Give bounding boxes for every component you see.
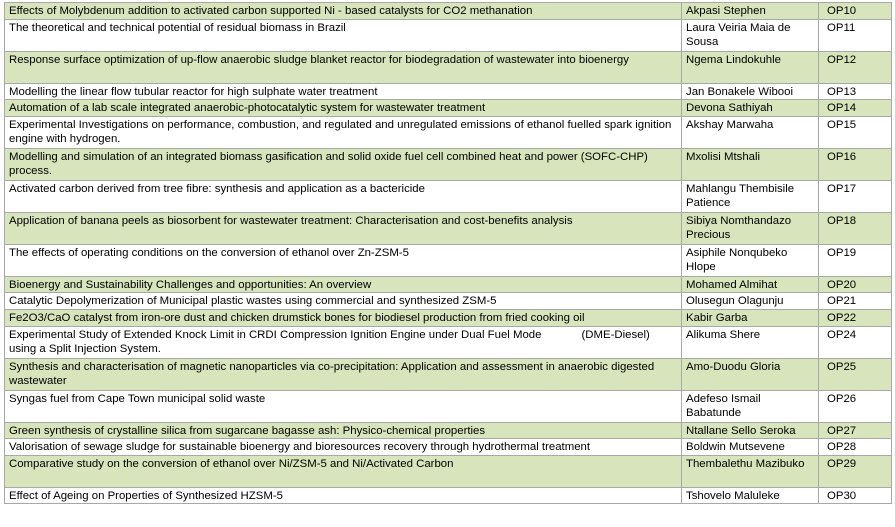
presenter-name: Ngema Lindokuhle (682, 51, 819, 83)
presenter-name: Akshay Marwaha (682, 116, 819, 148)
table-row (5, 19, 892, 51)
table-row (5, 83, 892, 100)
paper-title-part-2: (DME-Diesel) using a Split Injection System. (9, 328, 650, 356)
paper-title: Modelling the linear flow tubular reactor for high sulphate water treatment (5, 83, 682, 100)
presenter-name: Alikuma Shere (682, 326, 819, 358)
presentation-code: OP22 (819, 309, 892, 326)
table-row (5, 439, 892, 456)
presentation-code: OP10 (819, 3, 892, 20)
paper-title: Effects of Molybdenum addition to activated carbon supported Ni - based catalysts for CO2 methanation (5, 3, 682, 20)
presenter-name: Mxolisi Mtshali (682, 148, 819, 180)
presentation-code: OP15 (819, 116, 892, 148)
presenter-name: Boldwin Mutsevene (682, 439, 819, 456)
paper-title: Bioenergy and Sustainability Challenges and opportunities: An overview (5, 276, 682, 293)
table-row (5, 100, 892, 117)
table-row (5, 487, 892, 504)
paper-title: Activated carbon derived from tree fibre: synthesis and application as a bactericide (5, 180, 682, 212)
presenter-name: Kabir Garba (682, 309, 819, 326)
table-row (5, 212, 892, 244)
presenter-name: Mohamed Almihat (682, 276, 819, 293)
presentation-code: OP26 (819, 390, 892, 422)
table-row (5, 244, 892, 276)
paper-title: Automation of a lab scale integrated anaerobic-photocatalytic system for wastewater treatment (5, 100, 682, 117)
presenter-name: Tshovelo Maluleke (682, 487, 819, 504)
presentation-code: OP12 (819, 51, 892, 83)
presentation-code: OP27 (819, 422, 892, 439)
table-row (5, 148, 892, 180)
paper-title: Comparative study on the conversion of ethanol over Ni/ZSM-5 and Ni/Activated Carbon (5, 455, 682, 487)
table-row (5, 51, 892, 83)
presenter-name: Ntallane Sello Seroka (682, 422, 819, 439)
presentation-code: OP18 (819, 212, 892, 244)
paper-title: Synthesis and characterisation of magnetic nanoparticles via co-precipitation: Application and assessment in anaerobic digested wastewater (5, 358, 682, 390)
presentation-schedule-table (4, 2, 892, 504)
presenter-name: Laura Veiria Maia de Sousa (682, 19, 819, 51)
presenter-name: Amo-Duodu Gloria (682, 358, 819, 390)
presentation-code: OP13 (819, 83, 892, 100)
paper-title: Experimental Investigations on performance, combustion, and regulated and unregulated emissions of ethanol fuelled spark ignition engine with hydrogen. (5, 116, 682, 148)
presenter-name: Asiphile Nonqubeko Hlope (682, 244, 819, 276)
paper-title (5, 326, 682, 358)
table-row (5, 180, 892, 212)
presentation-code: OP11 (819, 19, 892, 51)
presenter-name: Devona Sathiyah (682, 100, 819, 117)
paper-title: Fe2O3/CaO catalyst from iron-ore dust and chicken drumstick bones for biodiesel production from fried cooking oil (5, 309, 682, 326)
presentation-code: OP16 (819, 148, 892, 180)
presentation-code: OP28 (819, 439, 892, 456)
paper-title: The theoretical and technical potential of residual biomass in Brazil (5, 19, 682, 51)
presentation-code: OP30 (819, 487, 892, 504)
table-row (5, 326, 892, 358)
presenter-name: Jan Bonakele Wibooi (682, 83, 819, 100)
presentation-code: OP14 (819, 100, 892, 117)
presentation-code: OP21 (819, 293, 892, 310)
presenter-name: Sibiya Nomthandazo Precious (682, 212, 819, 244)
table-row (5, 276, 892, 293)
paper-title: Application of banana peels as biosorbent for wastewater treatment: Characterisation and cost-benefits analysis (5, 212, 682, 244)
presenter-name: Mahlangu Thembisile Patience (682, 180, 819, 212)
presentation-code: OP17 (819, 180, 892, 212)
table-row (5, 116, 892, 148)
paper-title: Syngas fuel from Cape Town municipal solid waste (5, 390, 682, 422)
paper-title: Catalytic Depolymerization of Municipal plastic wastes using commercial and synthesized ZSM-5 (5, 293, 682, 310)
table-row (5, 422, 892, 439)
table-row (5, 358, 892, 390)
paper-title-part-1: Experimental Study of Extended Knock Limit in CRDI Compression Ignition Engine under Dual Fuel Mode (9, 328, 542, 341)
paper-title: Green synthesis of crystalline silica from sugarcane bagasse ash: Physico-chemical properties (5, 422, 682, 439)
presenter-name: Akpasi Stephen (682, 3, 819, 20)
table-row (5, 455, 892, 487)
paper-title: Response surface optimization of up-flow anaerobic sludge blanket reactor for biodegradation of wastewater into bioenergy (5, 51, 682, 83)
table-row (5, 293, 892, 310)
table-row (5, 3, 892, 20)
paper-title: Modelling and simulation of an integrated biomass gasification and solid oxide fuel cell combined heat and power (SOFC-CHP) process. (5, 148, 682, 180)
presenter-name: Adefeso Ismail Babatunde (682, 390, 819, 422)
table-row (5, 390, 892, 422)
table-row (5, 309, 892, 326)
presentation-code: OP20 (819, 276, 892, 293)
paper-title: The effects of operating conditions on the conversion of ethanol over Zn-ZSM-5 (5, 244, 682, 276)
paper-title: Effect of Ageing on Properties of Synthesized HZSM-5 (5, 487, 682, 504)
presentation-code: OP19 (819, 244, 892, 276)
presentation-code: OP29 (819, 455, 892, 487)
presentation-code: OP24 (819, 326, 892, 358)
presenter-name: Thembalethu Mazibuko (682, 455, 819, 487)
presentation-code: OP25 (819, 358, 892, 390)
paper-title: Valorisation of sewage sludge for sustainable bioenergy and bioresources recovery through hydrothermal treatment (5, 439, 682, 456)
presenter-name: Olusegun Olagunju (682, 293, 819, 310)
